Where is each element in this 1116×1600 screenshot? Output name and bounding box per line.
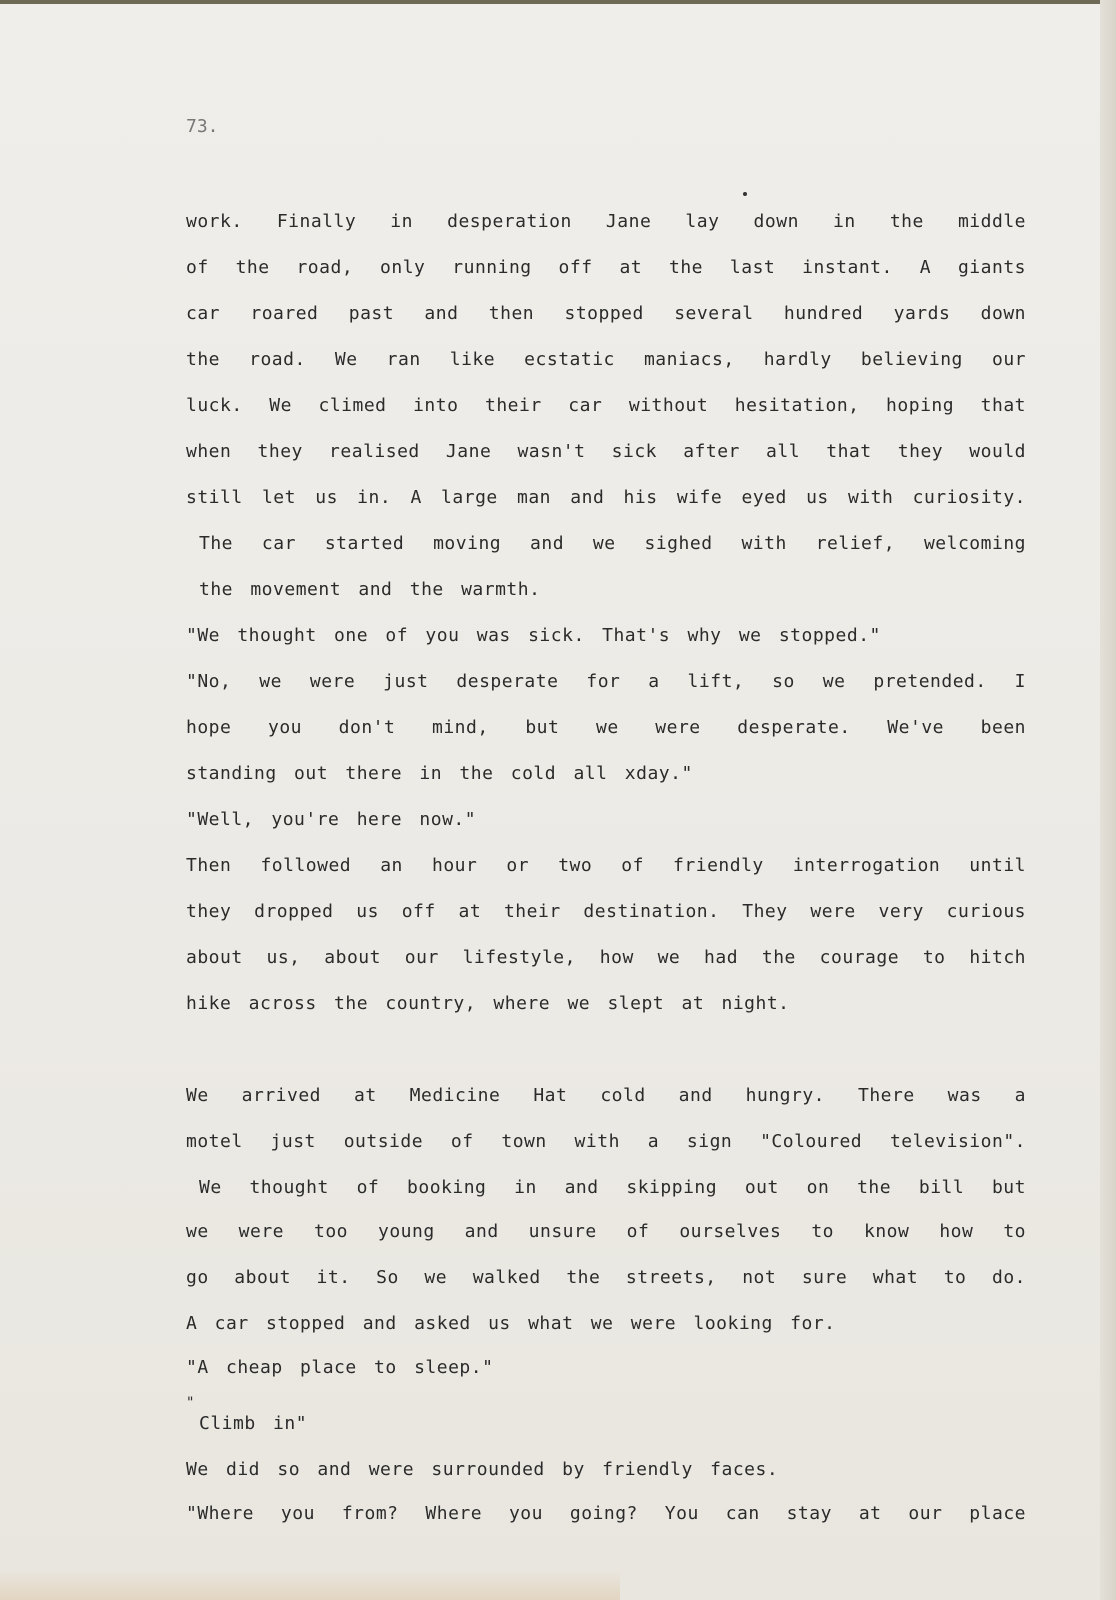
text-line: Then followed an hour or two of friendly interrogation until xyxy=(186,855,1026,876)
dialogue-line: "Where you from? Where you going? You can stay at our place xyxy=(186,1503,1026,1524)
dialogue-line: "No, we were just desperate for a lift, so we pretended. I xyxy=(186,671,1026,692)
text-line: we were too young and unsure of ourselves to know how to xyxy=(186,1221,1026,1242)
dialogue-line: "A cheap place to sleep." xyxy=(186,1357,494,1378)
dialogue-line: Climb in" xyxy=(199,1413,308,1434)
text-line: The car started moving and we sighed with relief, welcoming xyxy=(199,533,1026,554)
text-line: luck. We climed into their car without hesitation, hoping that xyxy=(186,395,1026,416)
text-line: go about it. So we walked the streets, not sure what to do. xyxy=(186,1267,1026,1288)
text-line: about us, about our lifestyle, how we had the courage to hitch xyxy=(186,947,1026,968)
page-right-edge xyxy=(1100,0,1116,1600)
text-line: they dropped us off at their destination. They were very curious xyxy=(186,901,1026,922)
text-line: the road. We ran like ecstatic maniacs, hardly believing our xyxy=(186,349,1026,370)
page-number: 73. xyxy=(186,116,219,137)
text-line: when they realised Jane wasn't sick after all that they would xyxy=(186,441,1026,462)
text-line: We arrived at Medicine Hat cold and hungry. There was a xyxy=(186,1085,1026,1106)
page-top-edge xyxy=(0,0,1116,4)
dialogue-line: "Well, you're here now." xyxy=(186,809,477,830)
text-line: We thought of booking in and skipping out on the bill but xyxy=(199,1177,1026,1198)
text-line: A car stopped and asked us what we were looking for. xyxy=(186,1313,836,1334)
text-line: still let us in. A large man and his wife eyed us with curiosity. xyxy=(186,487,1026,508)
text-line: motel just outside of town with a sign "Coloured television". xyxy=(186,1131,1026,1152)
ink-dot xyxy=(743,192,747,196)
dialogue-line: "We thought one of you was sick. That's why we stopped." xyxy=(186,625,881,646)
text-line: of the road, only running off at the last instant. A giants xyxy=(186,257,1026,278)
dialogue-line: hope you don't mind, but we were desperate. We've been xyxy=(186,717,1026,738)
dialogue-quote-mark: " xyxy=(186,1395,195,1411)
dialogue-line: standing out there in the cold all xday." xyxy=(186,763,693,784)
text-line: hike across the country, where we slept at night. xyxy=(186,993,790,1014)
text-line: the movement and the warmth. xyxy=(199,579,541,600)
text-line: car roared past and then stopped several hundred yards down xyxy=(186,303,1026,324)
paper-stain xyxy=(0,1570,620,1600)
text-line: work. Finally in desperation Jane lay down in the middle xyxy=(186,211,1026,232)
text-line: We did so and were surrounded by friendly faces. xyxy=(186,1459,779,1480)
